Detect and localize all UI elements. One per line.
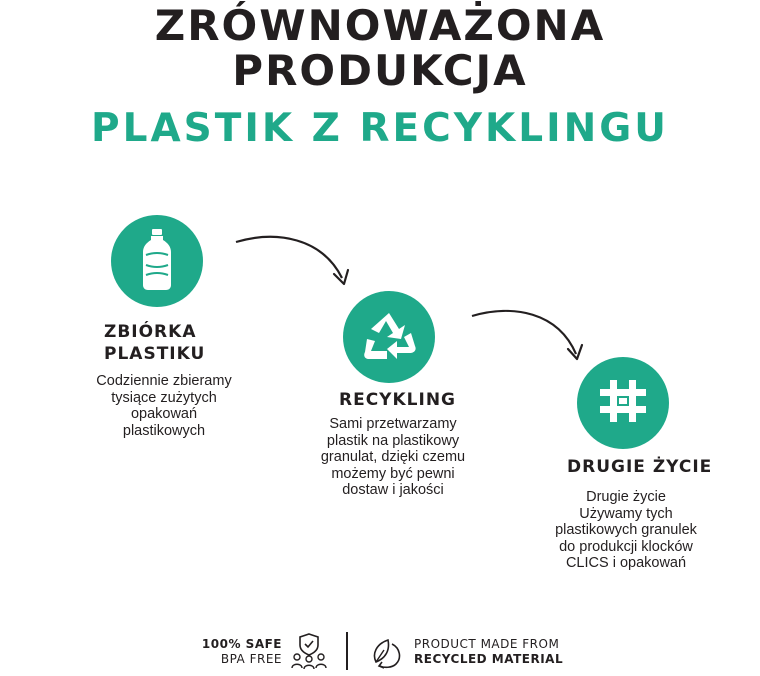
step-collection-title-line-2: PLASTIKU — [104, 344, 206, 364]
footer-divider — [346, 632, 348, 670]
recycle-icon — [361, 309, 417, 365]
recycled-label — [414, 637, 563, 667]
step-second-life-circle — [577, 357, 669, 449]
step-second-life-description: Drugie życie Używamy tych plastikowych granulek do produkcji klocków CLICS i opakowań — [555, 489, 697, 571]
leaf-recycle-icon — [366, 632, 404, 670]
recycled-label-line-1: PRODUCT MADE FROM — [414, 637, 560, 651]
page-subtitle: PLASTIK Z RECYKLINGU — [91, 106, 669, 151]
page-title-line-2: PRODUKCJA — [232, 46, 528, 95]
step-collection-description: Codziennie zbieramy tysiące zużytych opakowań plastikowych — [96, 373, 232, 439]
recycled-label-line-2: RECYCLED MATERIAL — [414, 652, 564, 666]
page-title-line-1: ZRÓWNOWAŻONA — [154, 1, 606, 50]
step-recycling-description: Sami przetwarzamy plastik na plastikowy granulat, dzięki czemu możemy być pewni dostaw i jakości — [320, 416, 466, 498]
safe-label-line-1: 100% SAFE — [201, 637, 282, 651]
step-second-life-title: DRUGIE ŻYCIE — [567, 457, 713, 477]
arrow-to-second-life-icon — [468, 302, 588, 364]
step-collection-title — [104, 321, 205, 365]
plastic-bottle-icon — [137, 227, 177, 295]
step-recycling-circle — [343, 291, 435, 383]
step-recycling-title: RECYKLING — [339, 390, 457, 410]
step-collection-circle — [111, 215, 203, 307]
shield-family-icon — [290, 632, 328, 670]
clics-brick-icon — [596, 374, 650, 432]
safe-label — [200, 637, 282, 667]
safe-label-line-2: BPA FREE — [220, 652, 282, 666]
arrow-to-recycling-icon — [232, 230, 352, 290]
step-collection-title-line-1: ZBIÓRKA — [104, 322, 197, 342]
